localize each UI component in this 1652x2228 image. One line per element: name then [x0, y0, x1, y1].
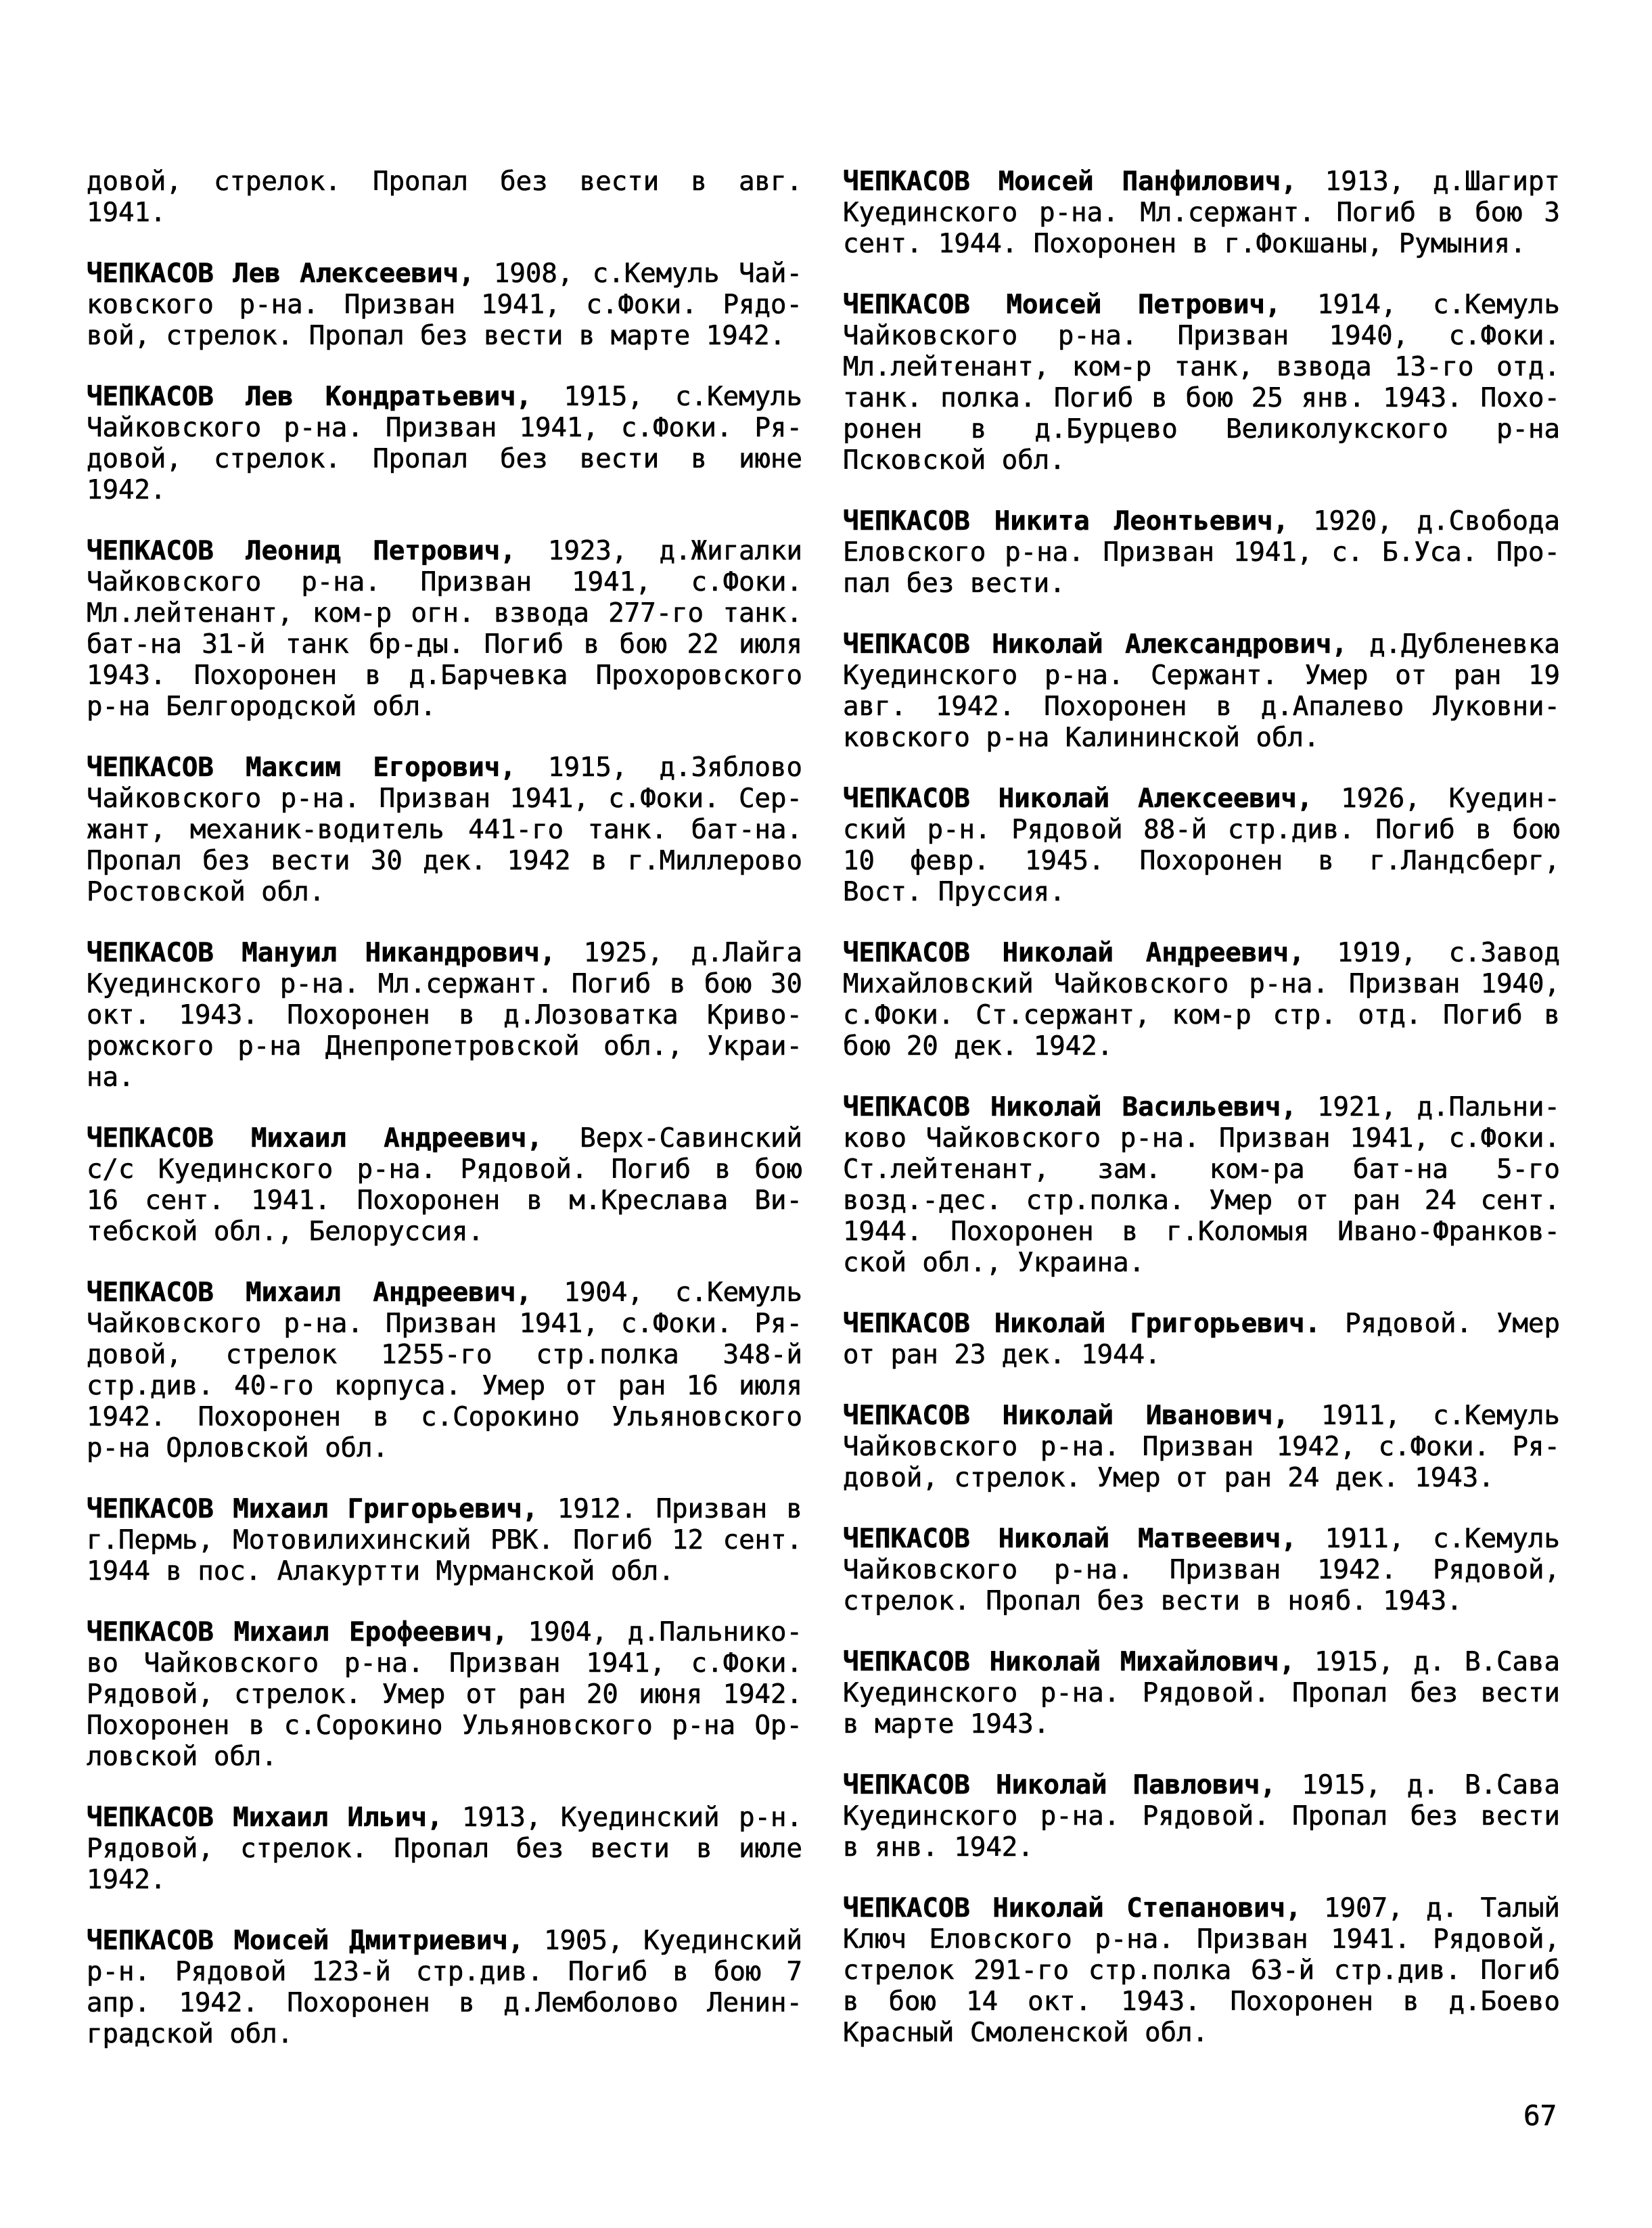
text-line: авг. 1942. Похоронен в д.Апалево Луковни-: [843, 691, 1560, 722]
text-line: довой, стрелок 1255-го стр.полка 348-й: [87, 1340, 802, 1370]
text-line: Рядовой, стрелок. Пропал без вести в июле: [87, 1834, 802, 1864]
memorial-entry: [87, 1617, 802, 1773]
text-line: рожского р-на Днепропетровской обл., Украи-: [87, 1031, 802, 1062]
text-line: ской обл., Украина.: [843, 1248, 1145, 1278]
text-line: ЧЕПКАСОВ Максим Егорович, 1915, д.Зяблово: [87, 752, 802, 783]
memorial-entry: [87, 536, 802, 723]
text-line: ский р-н. Рядовой 88-й стр.див. Погиб в бою: [843, 815, 1560, 845]
entry-name-bold: ЧЕПКАСОВ Михаил Андреевич,: [87, 1277, 532, 1308]
text-line: Вост. Пруссия.: [843, 877, 1065, 907]
text-line: Ключ Еловского р-на. Призван 1941. Рядовой,: [843, 1924, 1560, 1955]
text-line: апр. 1942. Похоронен в д.Лемболово Ленин-: [87, 1988, 802, 2018]
text-line: ЧЕПКАСОВ Николай Григорьевич. Рядовой. Умер: [843, 1309, 1560, 1339]
memorial-entry: [843, 1893, 1560, 2049]
entry-name-bold: ЧЕПКАСОВ Михаил Андреевич,: [87, 1123, 543, 1154]
text-line: г.Пермь, Мотовилихинский РВК. Погиб 12 сент.: [87, 1525, 802, 1555]
text-line: р-на Белгородской обл.: [87, 691, 436, 722]
memorial-entry: [87, 166, 802, 229]
text-line: 1943. Похоронен в д.Барчевка Прохоровского: [87, 660, 802, 691]
text-line: стрелок. Пропал без вести в нояб. 1943.: [843, 1586, 1463, 1616]
text-line: Чайковского р-на. Призван 1940, с.Фоки.: [843, 321, 1560, 351]
text-line: в бою 14 окт. 1943. Похоронен в д.Боево: [843, 1986, 1560, 2017]
entry-name-bold: ЧЕПКАСОВ Леонид Петрович,: [87, 536, 516, 566]
entry-name-bold: ЧЕПКАСОВ Михаил Григорьевич,: [87, 1494, 538, 1524]
entry-name-bold: ЧЕПКАСОВ Николай Михайлович,: [843, 1647, 1295, 1677]
text-line: с.Фоки. Ст.сержант, ком-р стр. отд. Погиб в: [843, 1000, 1560, 1030]
entry-name-bold: ЧЕПКАСОВ Николай Александрович,: [843, 629, 1348, 660]
memorial-entry: [843, 1770, 1560, 1863]
text-line: Куединского р-на. Рядовой. Пропал без вести: [843, 1801, 1560, 1832]
text-line: ковского р-на. Призван 1941, с.Фоки. Рядо-: [87, 290, 802, 320]
text-line: в янв. 1942.: [843, 1832, 1034, 1863]
text-line: ЧЕПКАСОВ Михаил Ерофеевич, 1904, д.Пальнико-: [87, 1617, 802, 1647]
text-line: сент. 1944. Похоронен в г.Фокшаны, Румыния.: [843, 229, 1526, 259]
text-line: жант, механик-водитель 441-го танк. бат-на.: [87, 815, 802, 845]
text-line: ловской обл.: [87, 1742, 277, 1772]
entry-name-bold: ЧЕПКАСОВ Николай Степанович,: [843, 1893, 1302, 1924]
text-line: Чайковского р-на. Призван 1941, с.Фоки. Сер-: [87, 783, 802, 814]
memorial-entry: [87, 938, 802, 1093]
memorial-entry: [87, 1926, 802, 2050]
text-line: с/с Куединского р-на. Рядовой. Погиб в бою: [87, 1154, 802, 1185]
text-line: пал без вести.: [843, 568, 1065, 599]
memorial-entry: [843, 938, 1560, 1062]
text-line: довой, стрелок. Умер от ран 24 дек. 1943.: [843, 1463, 1494, 1493]
text-line: Чайковского р-на. Призван 1941, с.Фоки. Ря-: [87, 413, 802, 443]
text-line: ЧЕПКАСОВ Леонид Петрович, 1923, д.Жигалки: [87, 536, 802, 566]
text-line: в марте 1943.: [843, 1709, 1050, 1740]
text-line: р-на Орловской обл.: [87, 1433, 389, 1463]
text-line: ЧЕПКАСОВ Николай Иванович, 1911, с.Кемуль: [843, 1401, 1560, 1431]
text-line: ЧЕПКАСОВ Николай Алексеевич, 1926, Куедин-: [843, 783, 1560, 814]
memorial-entry: [87, 752, 802, 908]
memorial-entry: [843, 1401, 1560, 1494]
text-line: танк. полка. Погиб в бою 25 янв. 1943. Похо-: [843, 383, 1560, 413]
text-line: ЧЕПКАСОВ Николай Матвеевич, 1911, с.Кемуль: [843, 1524, 1560, 1554]
text-line: ЧЕПКАСОВ Николай Михайлович, 1915, д. В.Сава: [843, 1647, 1560, 1677]
left-column: [87, 166, 802, 2050]
text-line: ЧЕПКАСОВ Лев Алексеевич, 1908, с.Кемуль Чай-: [87, 258, 802, 289]
text-line: тебской обл., Белоруссия.: [87, 1217, 484, 1247]
text-line: 1942.: [87, 1865, 166, 1895]
right-column: [843, 166, 1560, 2050]
text-line: Куединского р-на. Сержант. Умер от ран 19: [843, 660, 1560, 691]
memorial-entry: [843, 629, 1560, 754]
text-line: ЧЕПКАСОВ Михаил Андреевич, 1904, с.Кемуль: [87, 1277, 802, 1308]
entry-name-bold: ЧЕПКАСОВ Николай Васильевич,: [843, 1092, 1297, 1122]
text-line: градской обл.: [87, 2019, 294, 2049]
text-line: стрелок 291-го стр.полка 63-й стр.див. Погиб: [843, 1955, 1560, 1986]
text-line: 1942. Похоронен в с.Сорокино Ульяновского: [87, 1402, 802, 1432]
text-line: бою 20 дек. 1942.: [843, 1031, 1114, 1062]
text-line: Ст.лейтенант, зам. ком-ра бат-на 5-го: [843, 1154, 1560, 1185]
entry-name-bold: ЧЕПКАСОВ Николай Павлович,: [843, 1770, 1277, 1800]
text-line: ЧЕПКАСОВ Николай Павлович, 1915, д. В.Сава: [843, 1770, 1560, 1800]
text-line: ронен в д.Бурцево Великолукского р-на: [843, 414, 1560, 445]
memorial-entry: [843, 1524, 1560, 1617]
text-line: ЧЕПКАСОВ Николай Степанович, 1907, д. Талый: [843, 1893, 1560, 1924]
memorial-entry: [87, 1802, 802, 1896]
text-line: стр.див. 40-го корпуса. Умер от ран 16 июля: [87, 1371, 802, 1401]
text-line: ЧЕПКАСОВ Лев Кондратьевич, 1915, с.Кемуль: [87, 382, 802, 412]
text-line: Еловского р-на. Призван 1941, с. Б.Уса. Про-: [843, 537, 1560, 568]
text-line: р-н. Рядовой 123-й стр.див. Погиб в бою 7: [87, 1957, 802, 1987]
text-line: Мл.лейтенант, ком-р танк, взвода 13-го отд.: [843, 352, 1560, 382]
text-line: ЧЕПКАСОВ Мануил Никандрович, 1925, д.Лайга: [87, 938, 802, 968]
text-line: Чайковского р-на. Призван 1942, с.Фоки. Ря-: [843, 1432, 1560, 1462]
text-line: ЧЕПКАСОВ Николай Васильевич, 1921, д.Пальни-: [843, 1092, 1560, 1122]
text-line: возд.-дес. стр.полка. Умер от ран 24 сент.: [843, 1185, 1560, 1216]
text-line: довой, стрелок. Пропал без вести в авг.: [87, 166, 802, 197]
text-line: 16 сент. 1941. Похоронен в м.Креслава Ви-: [87, 1185, 802, 1216]
text-line: ковского р-на Калининской обл.: [843, 723, 1320, 753]
memorial-entry: [87, 1277, 802, 1464]
text-line: Михайловский Чайковского р-на. Призван 1940,: [843, 969, 1560, 999]
memorial-entry: [843, 1092, 1560, 1279]
entry-name-bold: ЧЕПКАСОВ Николай Григорьевич.: [843, 1309, 1321, 1339]
text-line: ЧЕПКАСОВ Николай Александрович, д.Дубленевка: [843, 629, 1560, 660]
memorial-entry: [843, 506, 1560, 599]
text-line: 1942.: [87, 475, 166, 505]
text-line: Ростовской обл.: [87, 877, 325, 907]
memorial-entry: [843, 166, 1560, 260]
entry-name-bold: ЧЕПКАСОВ Михаил Ильич,: [87, 1802, 443, 1833]
text-line: во Чайковского р-на. Призван 1941, с.Фоки.: [87, 1648, 802, 1679]
text-line: ЧЕПКАСОВ Михаил Ильич, 1913, Куединский р-н.: [87, 1802, 803, 1833]
text-line: ЧЕПКАСОВ Никита Леонтьевич, 1920, д.Свобода: [843, 506, 1560, 537]
text-line: 1944. Похоронен в г.Коломыя Ивано-Франков-: [843, 1217, 1560, 1247]
page-number: 67: [1523, 2099, 1557, 2132]
text-line: Рядовой, стрелок. Умер от ран 20 июня 1942.: [87, 1679, 802, 1710]
text-line: на.: [87, 1062, 135, 1093]
text-line: 1944 в пос. Алакуртти Мурманской обл.: [87, 1556, 674, 1587]
text-line: от ран 23 дек. 1944.: [843, 1340, 1161, 1370]
memorial-entry: [843, 1647, 1560, 1740]
text-line: бат-на 31-й танк бр-ды. Погиб в бою 22 июля: [87, 629, 802, 660]
text-line: Мл.лейтенант, ком-р огн. взвода 277-го танк.: [87, 598, 802, 629]
text-line: Куединского р-на. Мл.сержант. Погиб в бою 3: [843, 198, 1560, 228]
text-line: довой, стрелок. Пропал без вести в июне: [87, 444, 802, 474]
memorial-entry: [843, 1309, 1560, 1371]
text-line: Куединского р-на. Рядовой. Пропал без вести: [843, 1678, 1560, 1708]
text-line: ЧЕПКАСОВ Михаил Григорьевич, 1912. Призван в: [87, 1494, 802, 1524]
text-line: ЧЕПКАСОВ Моисей Панфилович, 1913, д.Шагирт: [843, 166, 1560, 197]
text-line: окт. 1943. Похоронен в д.Лозоватка Криво-: [87, 1000, 802, 1030]
entry-name-bold: ЧЕПКАСОВ Мануил Никандрович,: [87, 938, 556, 968]
text-line: Куединского р-на. Мл.сержант. Погиб в бою 30: [87, 969, 802, 999]
entry-name-bold: ЧЕПКАСОВ Николай Андреевич,: [843, 938, 1305, 968]
memorial-entry: [87, 1123, 802, 1248]
text-line: 10 февр. 1945. Похоронен в г.Ландсберг,: [843, 846, 1560, 876]
entry-name-bold: ЧЕПКАСОВ Лев Алексеевич,: [87, 258, 475, 289]
text-line: ЧЕПКАСОВ Моисей Петрович, 1914, с.Кемуль: [843, 290, 1561, 320]
text-line: Красный Смоленской обл.: [843, 2018, 1209, 2048]
entry-name-bold: ЧЕПКАСОВ Максим Егорович,: [87, 752, 516, 783]
text-line: ЧЕПКАСОВ Николай Андреевич, 1919, с.Завод: [843, 938, 1560, 968]
entry-name-bold: ЧЕПКАСОВ Никита Леонтьевич,: [843, 506, 1289, 537]
entry-name-bold: ЧЕПКАСОВ Лев Кондратьевич,: [87, 382, 532, 412]
text-line: Пропал без вести 30 дек. 1942 в г.Миллерово: [87, 846, 802, 876]
text-columns: [87, 166, 1560, 2050]
text-line: Псковской обл.: [843, 445, 1065, 476]
text-line: 1941.: [87, 198, 166, 228]
text-line: Чайковского р-на. Призван 1941, с.Фоки. Ря-: [87, 1309, 802, 1339]
entry-name-bold: ЧЕПКАСОВ Николай Алексеевич,: [843, 783, 1313, 814]
entry-name-bold: ЧЕПКАСОВ Моисей Панфилович,: [843, 166, 1297, 197]
memorial-entry: [87, 1494, 802, 1587]
text-line: ЧЕПКАСОВ Моисей Дмитриевич, 1905, Куединский: [87, 1926, 802, 1956]
entry-name-bold: ЧЕПКАСОВ Николай Иванович,: [843, 1401, 1289, 1431]
text-line: Чайковского р-на. Призван 1941, с.Фоки.: [87, 567, 802, 597]
memorial-entry: [87, 382, 802, 506]
text-line: ЧЕПКАСОВ Михаил Андреевич, Верх-Савинский: [87, 1123, 803, 1154]
memorial-entry: [843, 783, 1560, 908]
memorial-entry: [87, 258, 802, 352]
text-line: Чайковского р-на. Призван 1942. Рядовой,: [843, 1555, 1560, 1585]
memorial-entry: [843, 290, 1560, 476]
text-line: Похоронен в с.Сорокино Ульяновского р-на Ор-: [87, 1710, 802, 1741]
text-line: вой, стрелок. Пропал без вести в марте 1942.: [87, 321, 786, 351]
text-line: ково Чайковского р-на. Призван 1941, с.Фоки.: [843, 1123, 1560, 1154]
entry-name-bold: ЧЕПКАСОВ Моисей Дмитриевич,: [87, 1926, 524, 1956]
entry-name-bold: ЧЕПКАСОВ Моисей Петрович,: [843, 290, 1281, 320]
entry-name-bold: ЧЕПКАСОВ Николай Матвеевич,: [843, 1524, 1297, 1554]
entry-name-bold: ЧЕПКАСОВ Михаил Ерофеевич,: [87, 1617, 508, 1647]
